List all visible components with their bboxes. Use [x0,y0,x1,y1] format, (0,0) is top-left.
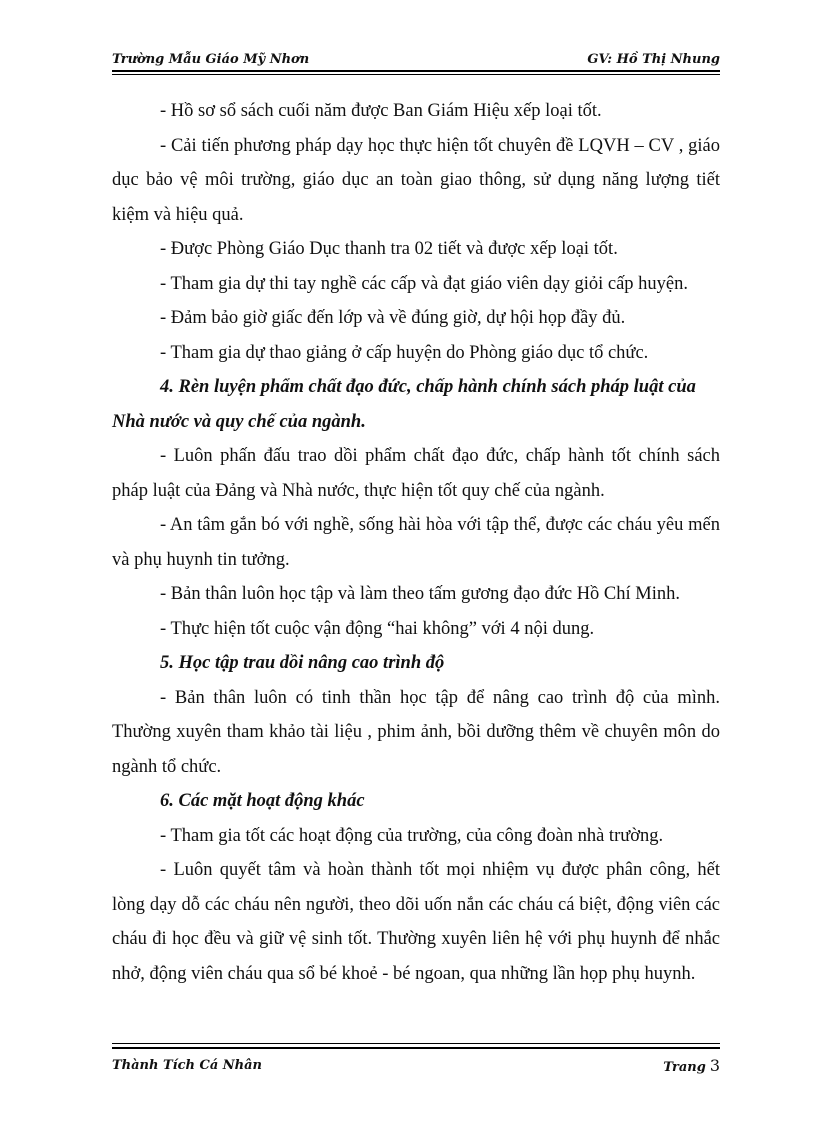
footer-rule-thin [112,1043,720,1044]
section-heading-6: 6. Các mặt hoạt động khác [160,791,365,811]
paragraph: - Thực hiện tốt cuộc vận động “hai không” với 4 nội dung. [160,618,595,639]
paragraph: - Tham gia dự thi tay nghề các cấp và đạt giáo viên dạy giỏi cấp huyện. [160,273,689,294]
paragraph: - Được Phòng Giáo Dục thanh tra 02 tiết và được xếp loại tốt. [160,239,618,259]
header-school-name: Trường Mẫu Giáo Mỹ Nhơn [112,52,310,67]
paragraph: - Hồ sơ sổ sách cuối năm được Ban Giám Hiệu xếp loại tốt. [160,101,602,121]
paragraph: - Luôn phấn đấu trao dồi phẩm chất đạo đức, chấp hành tốt chính sách pháp luật của Đảng và Nhà nước, thực hiện tốt quy chế của ngành. [112,446,720,501]
header-rule [112,70,720,72]
footer-rule [112,1047,720,1049]
paragraph: - Bản thân luôn có tinh thần học tập để nâng cao trình độ của mình. Thường xuyên tham khảo tài liệu , phim ảnh, bồi dưỡng thêm về chuyên môn do ngành tổ chức. [112,687,720,777]
page-footer [112,1056,720,1078]
page-header [112,50,720,72]
section-heading-4: 4. Rèn luyện phẩm chất đạo đức, chấp hành chính sách pháp luật của Nhà nước và quy chế của ngành. [112,377,696,432]
paragraph: - Bản thân luôn học tập và làm theo tấm gương đạo đức Hồ Chí Minh. [160,584,680,604]
footer-page [663,1056,720,1075]
paragraph: - Cải tiến phương pháp dạy học thực hiện tốt chuyên đề LQVH – CV , giáo dục bảo vệ môi trường, giáo dục an toàn giao thông, sử dụng năng lượng tiết kiệm và hiệu quả. [112,135,720,225]
paragraph: - Tham gia dự thao giảng ở cấp huyện do Phòng giáo dục tổ chức. [160,342,649,363]
paragraph: - An tâm gắn bó với nghề, sống hài hòa với tập thể, được các cháu yêu mến và phụ huynh tin tưởng. [112,515,720,570]
header-rule-thin [112,74,720,75]
section-heading-5: 5. Học tập trau dồi nâng cao trình độ [160,653,445,673]
paragraph: - Tham gia tốt các hoạt động của trường, của công đoàn nhà trường. [160,825,664,846]
paragraph: - Luôn quyết tâm và hoàn thành tốt mọi nhiệm vụ được phân công, hết lòng dạy dỗ các cháu nên người, theo dõi uốn nắn các cháu cá biệt, động viên các cháu đi học đều và giữ vệ sinh tốt. Thường xuyên liên hệ với phụ huynh để nhắc nhở, động viên cháu qua sổ bé khoẻ - bé ngoan, qua những lần họp phụ huynh. [112,860,720,984]
document-body [112,94,720,991]
page-number: 3 [709,1056,720,1075]
footer-page-label: Trang [663,1060,706,1075]
footer-title: Thành Tích Cá Nhân [112,1058,262,1073]
paragraph: - Đảm bảo giờ giấc đến lớp và về đúng giờ, dự hội họp đầy đủ. [160,308,626,328]
header-teacher-name: GV: Hồ Thị Nhung [587,52,720,67]
